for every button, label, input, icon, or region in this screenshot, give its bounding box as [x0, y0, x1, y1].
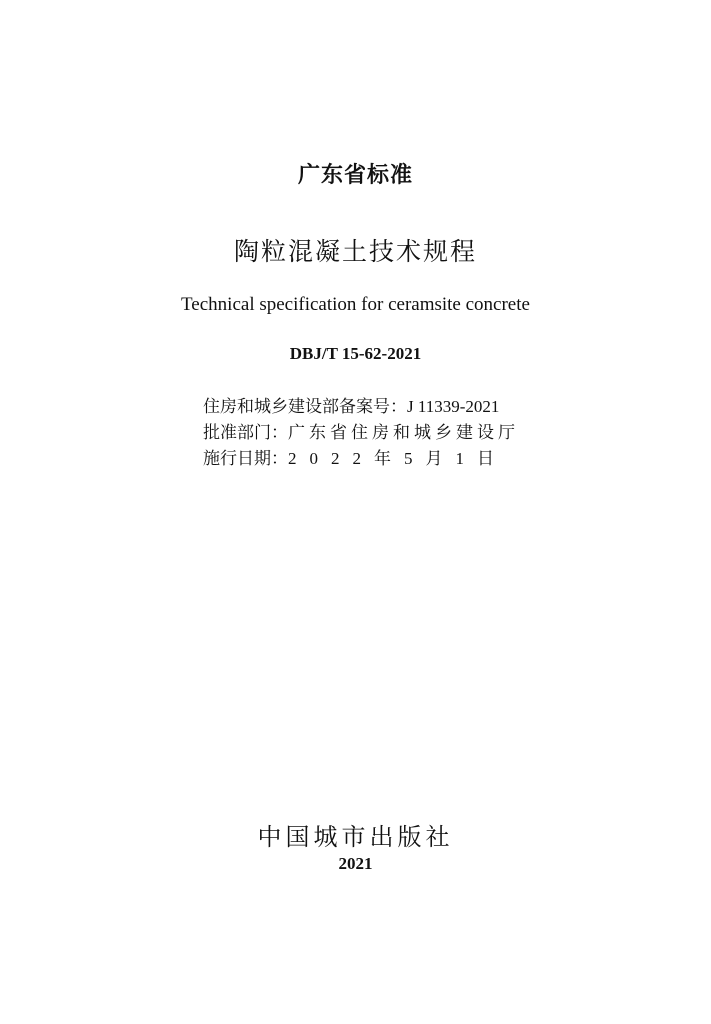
standard-code: DBJ/T 15-62-2021	[289, 344, 422, 363]
approval-department-label: 批准部门：	[203, 423, 288, 443]
publication-year: 2021	[338, 854, 373, 873]
approval-department-value: 广东省住房和城乡建设厅	[288, 423, 519, 442]
record-number-row	[203, 394, 563, 420]
effective-date-row	[203, 446, 563, 472]
english-title: Technical specification for ceramsite concrete	[181, 294, 530, 315]
record-number-value: J 11339-2021	[407, 397, 500, 416]
publisher-name: 中国城市出版社	[257, 823, 454, 851]
record-number-label: 住房和城乡建设部备案号：	[203, 397, 407, 417]
approval-department-row	[203, 420, 563, 446]
effective-date-value: 2022年5月1日	[288, 449, 507, 468]
standard-metadata	[203, 394, 563, 472]
standard-type-heading: 广东省标准	[297, 163, 413, 188]
chinese-title: 陶粒混凝土技术规程	[233, 237, 477, 266]
effective-date-label: 施行日期：	[203, 449, 288, 469]
